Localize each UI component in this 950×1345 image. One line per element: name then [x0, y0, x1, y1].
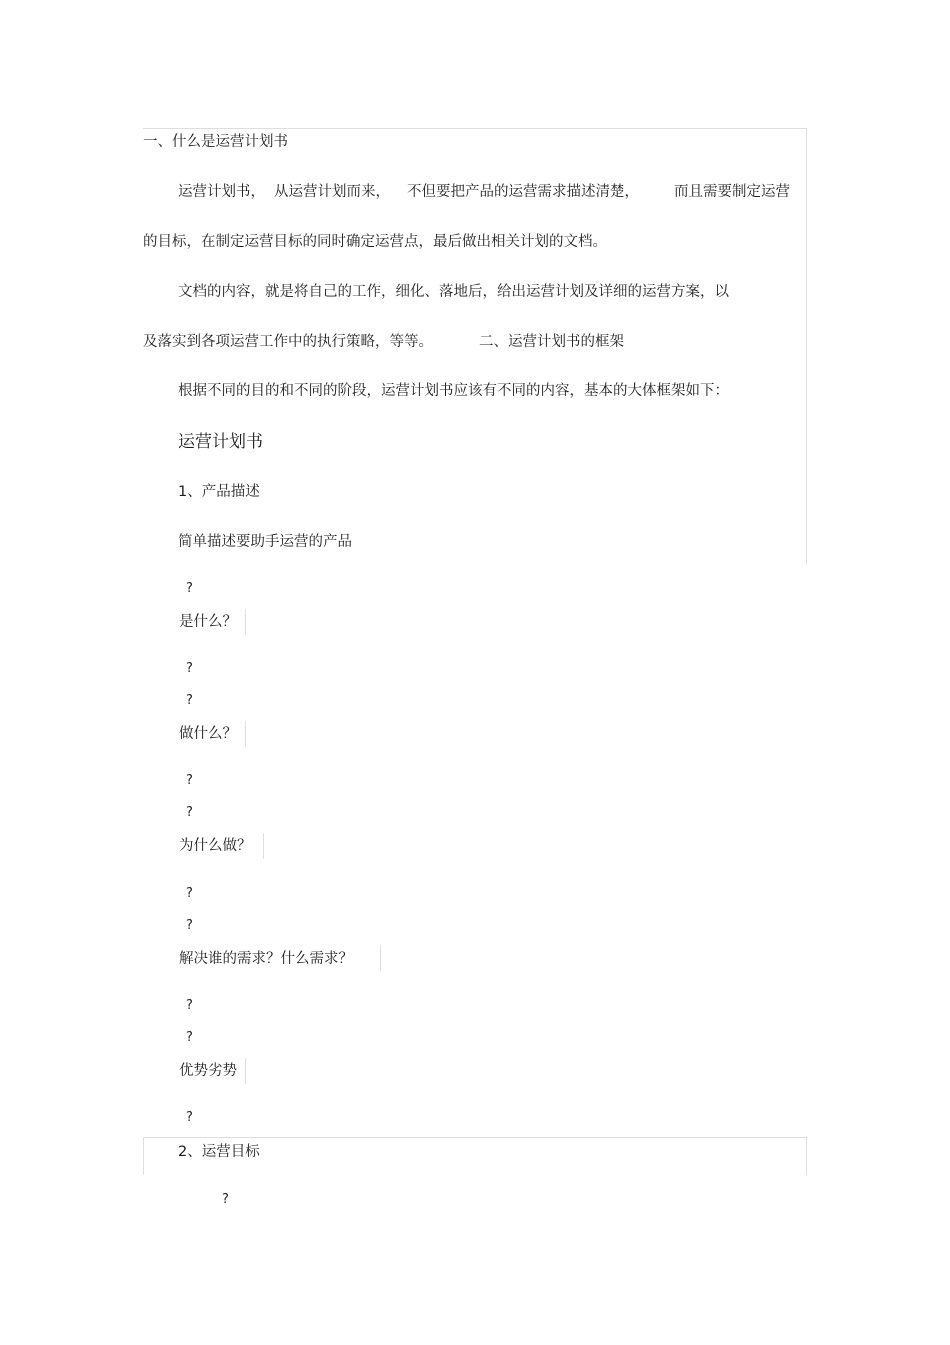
- bullet-marker: ?: [222, 1192, 229, 1207]
- bullet-marker: ?: [186, 1030, 193, 1045]
- section-2-top-rule: [143, 1137, 807, 1138]
- list-item: 解决谁的需求？什么需求？: [179, 951, 353, 967]
- item-divider: [245, 1058, 246, 1084]
- paragraph-1-segment: 而且需要制定运营: [674, 184, 790, 200]
- section-heading-2: 二、运营计划书的框架: [479, 334, 624, 350]
- right-rule: [806, 128, 807, 564]
- bullet-marker: ?: [186, 886, 193, 901]
- bullet-marker: ?: [186, 1110, 193, 1125]
- item-divider: [245, 609, 246, 635]
- item-divider: [245, 721, 246, 747]
- section-1-title: 1、产品描述: [178, 484, 260, 500]
- section-2-title: 2、运营目标: [178, 1144, 260, 1160]
- paragraph-2-line-2: 及落实到各项运营工作中的执行策略，等等。: [143, 334, 433, 350]
- paragraph-1-line-2: 的目标，在制定运营目标的同时确定运营点，最后做出相关计划的文档。: [143, 234, 607, 250]
- list-item: 为什么做？: [179, 838, 252, 854]
- bullet-marker: ?: [186, 805, 193, 820]
- bullet-marker: ?: [186, 918, 193, 933]
- paragraph-3: 根据不同的目的和不同的阶段，运营计划书应该有不同的内容，基本的大体框架如下：: [178, 383, 729, 399]
- top-rule: [143, 128, 807, 129]
- framework-title: 运营计划书: [178, 432, 263, 452]
- section-heading-1: 一、什么是运营计划书: [143, 134, 288, 150]
- section-1-intro: 简单描述要助手运营的产品: [178, 534, 352, 550]
- bullet-marker: ?: [186, 693, 193, 708]
- bullet-marker: ?: [186, 773, 193, 788]
- paragraph-1-segment: 不但要把产品的运营需求描述清楚，: [407, 184, 639, 200]
- bullet-marker: ?: [186, 998, 193, 1013]
- list-item: 做什么？: [179, 726, 237, 742]
- section-2-right-rule: [806, 1137, 807, 1175]
- item-divider: [380, 945, 381, 971]
- list-item: 是什么？: [179, 614, 237, 630]
- section-2-left-rule: [143, 1137, 144, 1175]
- paragraph-1-segment: 从运营计划而来，: [274, 184, 390, 200]
- paragraph-2-line-1: 文档的内容，就是将自己的工作，细化、落地后，给出运营计划及详细的运营方案，以: [178, 284, 729, 300]
- bullet-marker: ?: [186, 581, 193, 596]
- bullet-marker: ?: [186, 661, 193, 676]
- list-item: 优势劣势: [179, 1063, 237, 1079]
- item-divider: [263, 833, 264, 859]
- paragraph-1-segment: 运营计划书，: [178, 184, 265, 200]
